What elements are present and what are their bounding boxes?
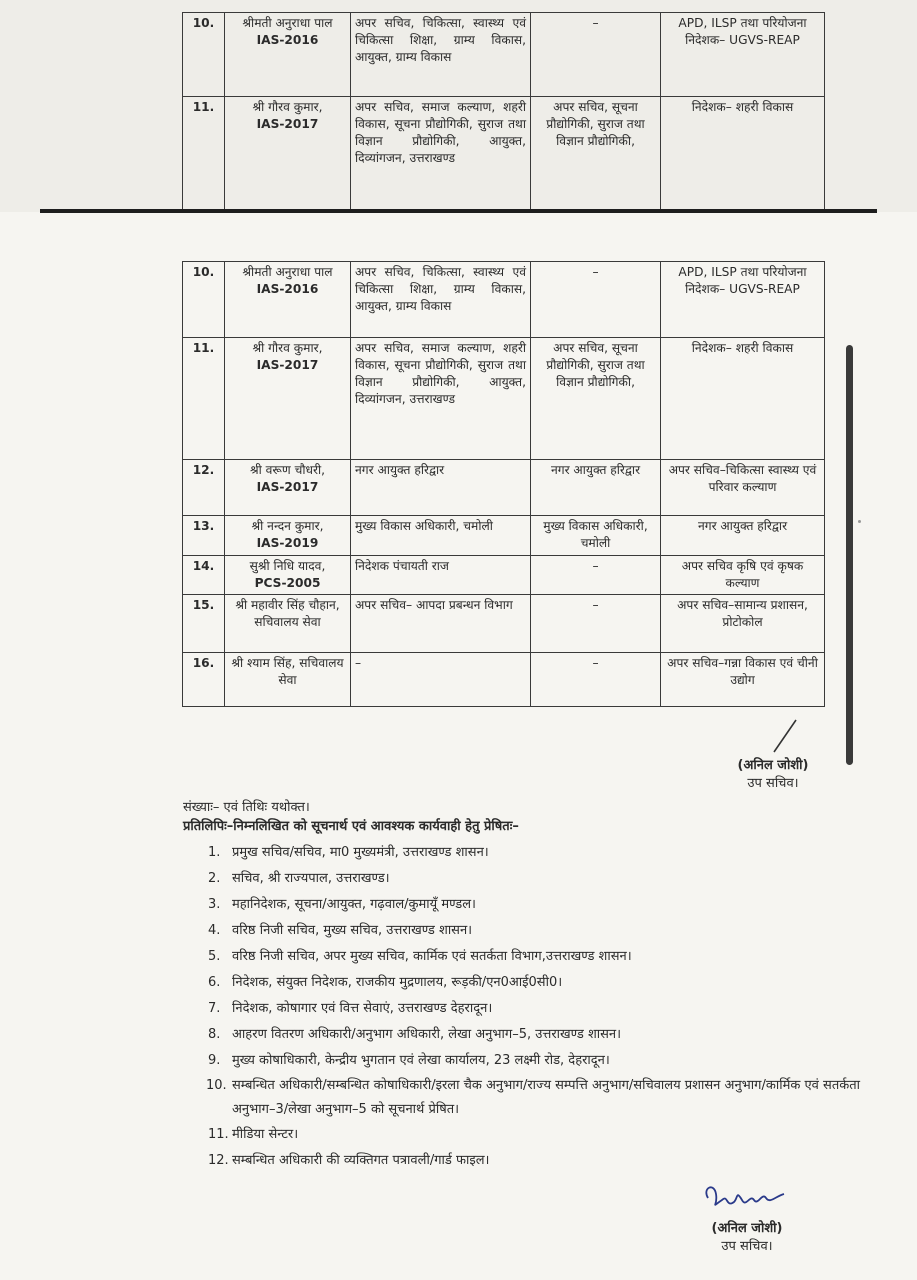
- list-item-number: 12.: [208, 1153, 229, 1168]
- serial-cell: 16.: [183, 653, 225, 707]
- officer-cell: [225, 97, 351, 213]
- additional-charge-cell: –: [531, 262, 661, 338]
- signature-scribble: [700, 1178, 790, 1218]
- top-scan-strip: [0, 0, 917, 212]
- additional-charge-cell: नगर आयुक्त हरिद्वार: [531, 460, 661, 516]
- additional-charge-cell: अपर सचिव, सूचना प्रौद्योगिकी, सुराज तथा विज्ञान प्रौद्योगिकी,: [531, 97, 661, 213]
- new-post-cell: अपर सचिव–सामान्य प्रशासन, प्रोटोकोल: [661, 595, 825, 653]
- serial-cell: 10.: [183, 262, 225, 338]
- officer-service: IAS-2017: [256, 358, 319, 372]
- current-post-cell: नगर आयुक्त हरिद्वार: [351, 460, 531, 516]
- officer-cell: [225, 556, 351, 595]
- list-item-text: सम्बन्धित अधिकारी/सम्बन्धित कोषाधिकारी/इरला चैक अनुभाग/राज्य सम्पत्ति अनुभाग/सचिवालय प्रशासन अनुभाग/कार्मिक एवं सतर्कता अनुभाग–3/लेखा अनुभाग–5 को सूचनार्थ प्रेषित।: [232, 1078, 860, 1117]
- list-item: [200, 970, 860, 996]
- officer-name: श्रीमती अनुराधा पाल: [242, 16, 333, 30]
- list-item: [200, 918, 860, 944]
- officer-service: IAS-2017: [256, 480, 319, 494]
- list-item-number: 3.: [208, 897, 221, 912]
- current-post-cell: अपर सचिव– आपदा प्रबन्धन विभाग: [351, 595, 531, 653]
- list-item-number: 4.: [208, 923, 221, 938]
- new-post-cell: APD, ILSP तथा परियोजना निदेशक– UGVS-REAP: [661, 13, 825, 97]
- table-row: [183, 460, 825, 516]
- serial-cell: 10.: [183, 13, 225, 97]
- list-item: [200, 944, 860, 970]
- officer-cell: [225, 595, 351, 653]
- new-post-cell: अपर सचिव कृषि एवं कृषक कल्याण: [661, 556, 825, 595]
- list-item-number: 8.: [208, 1027, 221, 1042]
- additional-charge-cell: अपर सचिव, सूचना प्रौद्योगिकी, सुराज तथा विज्ञान प्रौद्योगिकी,: [531, 338, 661, 460]
- signatory-block-bottom: [692, 1220, 802, 1256]
- current-post-cell: मुख्य विकास अधिकारी, चमोली: [351, 516, 531, 556]
- officer-name: श्री श्याम सिंह, सचिवालय सेवा: [231, 656, 344, 687]
- table-row: [183, 338, 825, 460]
- officer-cell: [225, 516, 351, 556]
- cc-heading: प्रतिलिपिः–निम्नलिखित को सूचनार्थ एवं आवश्यक कार्यवाही हेतु प्रेषितः–: [183, 819, 519, 834]
- table-row: [183, 262, 825, 338]
- signatory-designation: उप सचिव।: [721, 1239, 773, 1254]
- signatory-designation: उप सचिव।: [747, 776, 799, 791]
- list-item-text: मुख्य कोषाधिकारी, केन्द्रीय भुगतान एवं लेखा कार्यालय, 23 लक्ष्मी रोड, देहरादून।: [232, 1053, 610, 1068]
- list-item: [200, 996, 860, 1022]
- list-item: [200, 840, 860, 866]
- current-post-cell: अपर सचिव, चिकित्सा, स्वास्थ्य एवं चिकित्सा शिक्षा, ग्राम्य विकास, आयुक्त, ग्राम्य विकास: [351, 13, 531, 97]
- section-divider: [40, 209, 877, 213]
- officer-service: IAS-2017: [256, 117, 319, 131]
- list-item-text: मीडिया सेन्टर।: [232, 1127, 299, 1142]
- list-item-text: सचिव, श्री राज्यपाल, उत्तराखण्ड।: [232, 871, 390, 886]
- table-row: [183, 13, 825, 97]
- list-item-text: सम्बन्धित अधिकारी की व्यक्तिगत पत्रावली/गार्ड फाइल।: [232, 1153, 490, 1168]
- list-item: [200, 892, 860, 918]
- list-item-number: 10.: [206, 1078, 227, 1093]
- current-post-cell: अपर सचिव, समाज कल्याण, शहरी विकास, सूचना प्रौद्योगिकी, सुराज तथा विज्ञान प्रौद्योगिकी, आयुक्त, दिव्यांगजन, उत्तराखण्ड: [351, 338, 531, 460]
- officer-name: श्री वरूण चौधरी,: [250, 463, 325, 477]
- table-row: [183, 516, 825, 556]
- current-post-cell: अपर सचिव, समाज कल्याण, शहरी विकास, सूचना प्रौद्योगिकी, सुराज तथा विज्ञान प्रौद्योगिकी, आयुक्त, दिव्यांगजन, उत्तराखण्ड: [351, 97, 531, 213]
- list-item: [200, 1122, 860, 1148]
- posting-table: [182, 261, 825, 707]
- list-item-number: 1.: [208, 845, 221, 860]
- additional-charge-cell: –: [531, 13, 661, 97]
- officer-cell: [225, 262, 351, 338]
- table-row: [183, 556, 825, 595]
- scan-speck: [858, 520, 861, 523]
- reference-block: [183, 798, 843, 836]
- new-post-cell: APD, ILSP तथा परियोजना निदेशक– UGVS-REAP: [661, 262, 825, 338]
- list-item: [200, 1048, 860, 1074]
- officer-service: PCS-2005: [254, 576, 321, 590]
- current-post-cell: –: [351, 653, 531, 707]
- list-item-text: निदेशक, कोषागार एवं वित्त सेवाएं, उत्तराखण्ड देहरादून।: [232, 1001, 493, 1016]
- new-post-cell: नगर आयुक्त हरिद्वार: [661, 516, 825, 556]
- new-post-cell: अपर सचिव–चिकित्सा स्वास्थ्य एवं परिवार कल्याण: [661, 460, 825, 516]
- officer-name: श्री गौरव कुमार,: [252, 341, 323, 355]
- list-item: [200, 1022, 860, 1048]
- officer-name: श्रीमती अनुराधा पाल: [242, 265, 333, 279]
- additional-charge-cell: –: [531, 595, 661, 653]
- officer-name: श्री महावीर सिंह चौहान, सचिवालय सेवा: [235, 598, 340, 629]
- list-item-number: 6.: [208, 975, 221, 990]
- new-post-cell: निदेशक– शहरी विकास: [661, 97, 825, 213]
- serial-cell: 14.: [183, 556, 225, 595]
- officer-name: श्री गौरव कुमार,: [252, 100, 323, 114]
- new-post-cell: निदेशक– शहरी विकास: [661, 338, 825, 460]
- officer-service: IAS-2016: [256, 282, 319, 296]
- serial-cell: 12.: [183, 460, 225, 516]
- officer-cell: [225, 13, 351, 97]
- table-row: [183, 595, 825, 653]
- reference-number: संख्याः– एवं तिथिः यथोक्त।: [183, 800, 310, 815]
- list-item-number: 11.: [208, 1127, 229, 1142]
- signatory-block: [718, 757, 828, 793]
- list-item: [200, 1074, 860, 1122]
- list-item-number: 9.: [208, 1053, 221, 1068]
- officer-name: सुश्री निधि यादव,: [249, 559, 326, 573]
- list-item-text: वरिष्ठ निजी सचिव, मुख्य सचिव, उत्तराखण्ड शासन।: [232, 923, 473, 938]
- list-item-text: वरिष्ठ निजी सचिव, अपर मुख्य सचिव, कार्मिक एवं सतर्कता विभाग,उत्तराखण्ड शासन।: [232, 949, 632, 964]
- table-row: [183, 653, 825, 707]
- new-post-cell: अपर सचिव–गन्ना विकास एवं चीनी उद्योग: [661, 653, 825, 707]
- list-item-number: 5.: [208, 949, 221, 964]
- scrollbar[interactable]: [846, 345, 853, 765]
- list-item-number: 2.: [208, 871, 221, 886]
- signatory-name: (अनिल जोशी): [711, 1221, 783, 1236]
- current-post-cell: अपर सचिव, चिकित्सा, स्वास्थ्य एवं चिकित्सा शिक्षा, ग्राम्य विकास, आयुक्त, ग्राम्य विकास: [351, 262, 531, 338]
- officer-name: श्री नन्दन कुमार,: [251, 519, 324, 533]
- officer-cell: [225, 460, 351, 516]
- initial-mark: [760, 716, 800, 756]
- officer-service: IAS-2016: [256, 33, 319, 47]
- serial-cell: 11.: [183, 338, 225, 460]
- officer-cell: [225, 338, 351, 460]
- additional-charge-cell: मुख्य विकास अधिकारी, चमोली: [531, 516, 661, 556]
- list-item: [200, 1148, 860, 1174]
- current-post-cell: निदेशक पंचायती राज: [351, 556, 531, 595]
- additional-charge-cell: –: [531, 653, 661, 707]
- list-item-number: 7.: [208, 1001, 221, 1016]
- additional-charge-cell: –: [531, 556, 661, 595]
- list-item-text: महानिदेशक, सूचना/आयुक्त, गढ़वाल/कुमायूँ मण्डल।: [232, 897, 476, 912]
- list-item-text: निदेशक, संयुक्त निदेशक, राजकीय मुद्रणालय, रूड़की/एन0आई0सी0।: [232, 975, 563, 990]
- officer-cell: [225, 653, 351, 707]
- table-row: [183, 97, 825, 213]
- list-item-text: आहरण वितरण अधिकारी/अनुभाग अधिकारी, लेखा अनुभाग–5, उत्तराखण्ड शासन।: [232, 1027, 622, 1042]
- serial-cell: 11.: [183, 97, 225, 213]
- serial-cell: 13.: [183, 516, 225, 556]
- officer-service: IAS-2019: [256, 536, 319, 550]
- cc-list: [200, 840, 860, 1174]
- list-item: [200, 866, 860, 892]
- signatory-name: (अनिल जोशी): [737, 758, 809, 773]
- top-posting-table: [182, 12, 825, 212]
- list-item-text: प्रमुख सचिव/सचिव, मा0 मुख्यमंत्री, उत्तराखण्ड शासन।: [232, 845, 489, 860]
- serial-cell: 15.: [183, 595, 225, 653]
